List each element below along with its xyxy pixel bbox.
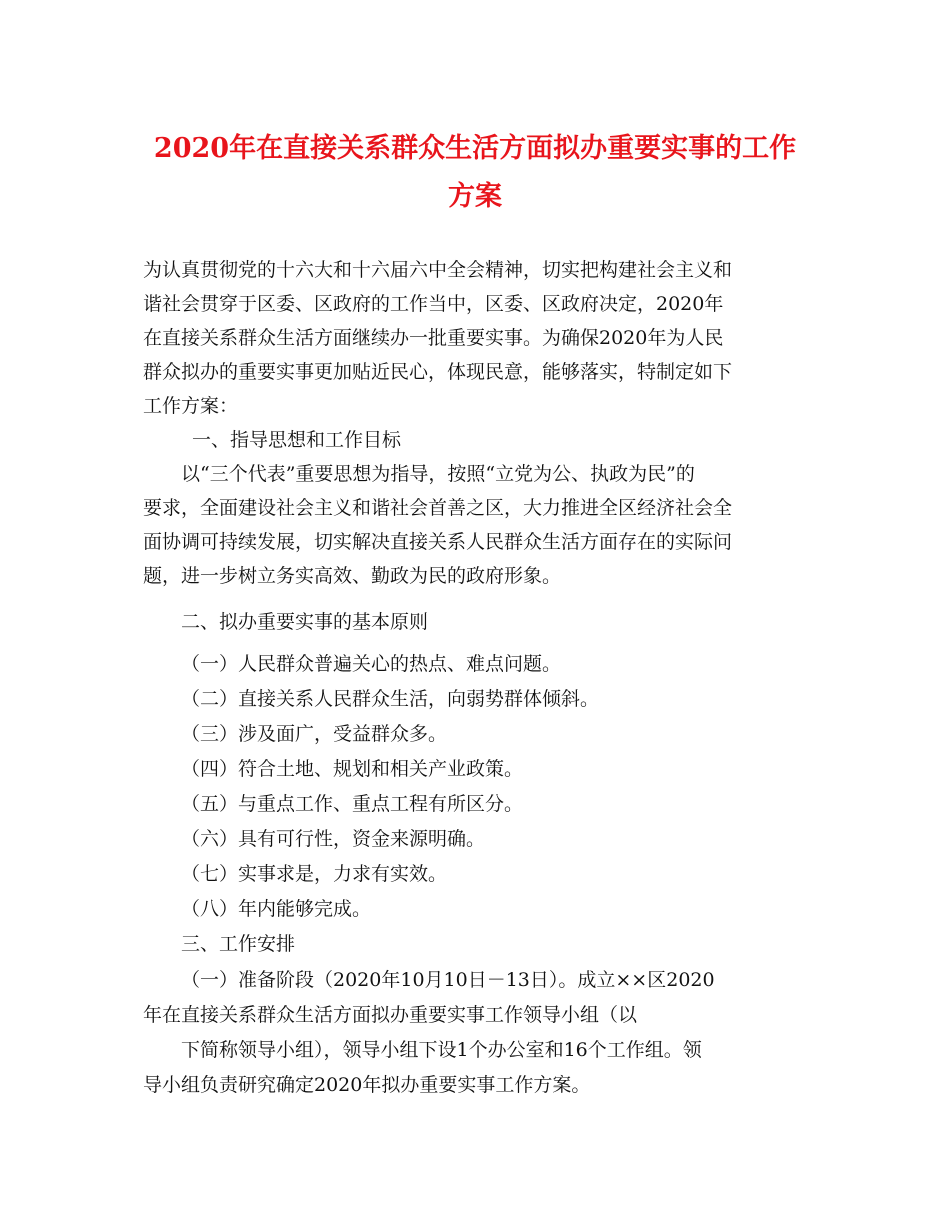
- list-item: （二）直接关系人民群众生活，向弱势群体倾斜。: [181, 688, 600, 710]
- paragraph-line: 题，进一步树立务实高效、勤政为民的政府形象。: [143, 565, 562, 587]
- paragraph-line: 群众拟办的重要实事更加贴近民心，体现民意，能够落实，特制定如下: [143, 361, 733, 383]
- list-item: （五）与重点工作、重点工程有所区分。: [181, 793, 524, 815]
- paragraph-line: 工作方案：: [143, 395, 239, 417]
- paragraph-line: 面协调可持续发展，切实解决直接关系人民群众生活方面存在的实际问: [143, 531, 733, 553]
- document-title-line-2: 方案: [448, 181, 502, 212]
- paragraph-line: 导小组负责研究确定2020年拟办重要实事工作方案。: [143, 1074, 591, 1096]
- list-item: （四）符合土地、规划和相关产业政策。: [181, 758, 524, 780]
- list-item: （六）具有可行性，资金来源明确。: [181, 828, 486, 850]
- paragraph-line: 下简称领导小组），领导小组下设1个办公室和16个工作组。领: [181, 1039, 702, 1061]
- paragraph-line: 年在直接关系群众生活方面拟办重要实事工作领导小组（以: [143, 1004, 638, 1026]
- paragraph-line: 在直接关系群众生活方面继续办一批重要实事。为确保2020年为人民: [143, 327, 724, 349]
- section-heading: 一、指导思想和工作目标: [192, 429, 402, 451]
- paragraph-line: 要求，全面建设社会主义和谐社会首善之区，大力推进全区经济社会全: [143, 497, 733, 519]
- list-item: （三）涉及面广，受益群众多。: [181, 723, 448, 745]
- list-item: （一）人民群众普遍关心的热点、难点问题。: [181, 653, 562, 675]
- section-heading: 二、拟办重要实事的基本原则: [181, 611, 429, 633]
- paragraph-line: （一）准备阶段（2020年10月10日－13日）。成立××区2020: [181, 969, 715, 991]
- section-heading: 三、工作安排: [181, 933, 296, 955]
- list-item: （七）实事求是，力求有实效。: [181, 863, 448, 885]
- list-item: （八）年内能够完成。: [181, 898, 372, 920]
- paragraph-line: 以“三个代表”重要思想为指导，按照“立党为公、执政为民”的: [181, 463, 695, 485]
- document-title-line-1: 2020年在直接关系群众生活方面拟办重要实事的工作: [153, 133, 797, 164]
- paragraph-line: 谐社会贯穿于区委、区政府的工作当中，区委、区政府决定，2020年: [143, 293, 724, 315]
- paragraph-line: 为认真贯彻党的十六大和十六届六中全会精神，切实把构建社会主义和: [143, 259, 733, 281]
